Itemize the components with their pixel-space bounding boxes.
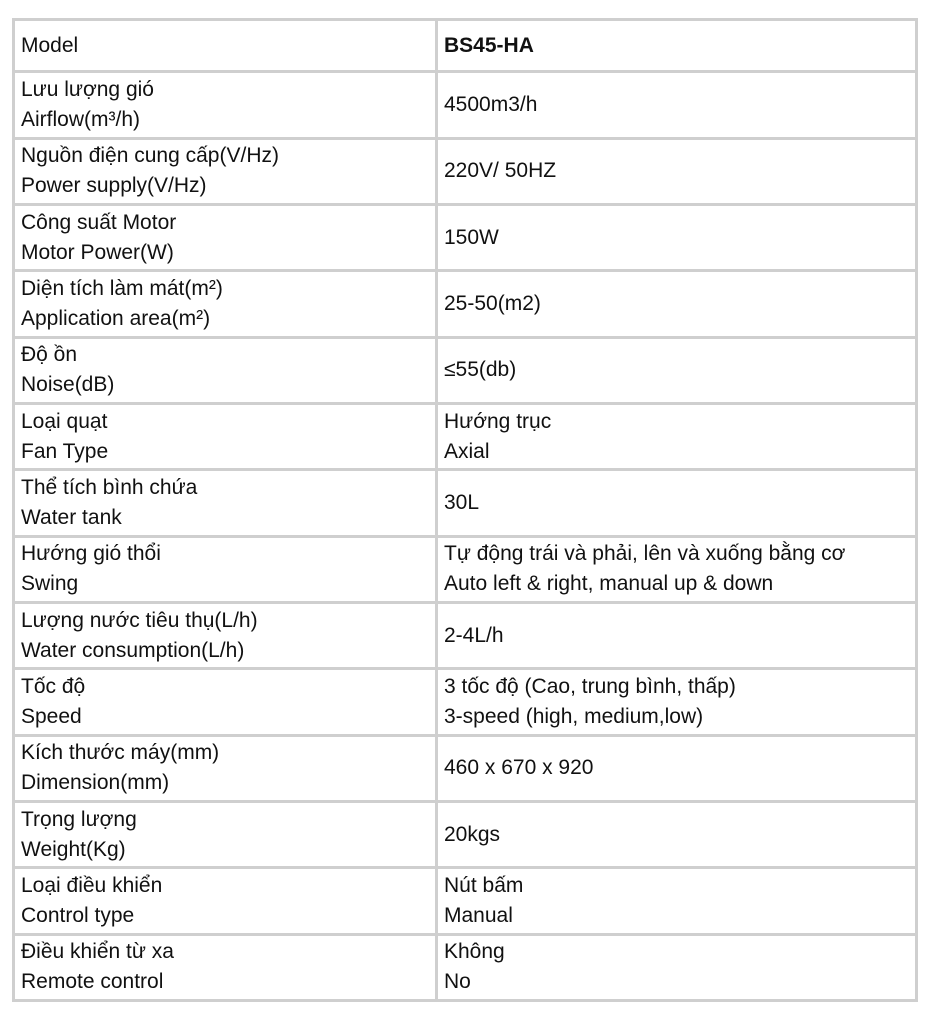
spec-label xyxy=(15,803,435,866)
label-vi: Tốc độ xyxy=(21,674,86,698)
value-line-1: 20kgs xyxy=(444,822,501,846)
label-en: Control type xyxy=(21,903,135,927)
value-line-2: Manual xyxy=(444,903,513,927)
spec-value xyxy=(438,471,915,534)
label-en: Motor Power(W) xyxy=(21,240,174,264)
label-vi: Lưu lượng gió xyxy=(21,77,154,101)
spec-label xyxy=(15,140,435,203)
model-row xyxy=(15,21,915,70)
spec-row-control-type xyxy=(15,869,915,932)
label-vi: Độ ồn xyxy=(21,343,78,367)
spec-value xyxy=(438,272,915,335)
spec-label xyxy=(15,538,435,601)
spec-label xyxy=(15,737,435,800)
value-line-1: 4500m3/h xyxy=(444,92,538,116)
label-en: Airflow(m³/h) xyxy=(21,107,140,131)
spec-value xyxy=(438,73,915,136)
label-en: Dimension(mm) xyxy=(21,771,170,795)
label-en: Water tank xyxy=(21,505,122,529)
spec-label xyxy=(15,206,435,269)
spec-label xyxy=(15,670,435,733)
value-line-1: 25-50(m2) xyxy=(444,291,541,315)
spec-row-dimension xyxy=(15,737,915,800)
spec-value xyxy=(438,206,915,269)
spec-value xyxy=(438,737,915,800)
value-line-1: Nút bấm xyxy=(444,873,524,897)
spec-value xyxy=(438,140,915,203)
spec-label xyxy=(15,405,435,468)
label-en: Power supply(V/Hz) xyxy=(21,174,207,198)
value-line-2: Auto left & right, manual up & down xyxy=(444,572,774,596)
value-line-1: ≤55(db) xyxy=(444,358,517,382)
spec-row-power-supply xyxy=(15,140,915,203)
spec-row-water-consumption xyxy=(15,604,915,667)
spec-label xyxy=(15,339,435,402)
label-vi: Loại quạt xyxy=(21,409,108,433)
label-vi: Nguồn điện cung cấp(V/Hz) xyxy=(21,144,279,168)
label-en: Swing xyxy=(21,572,79,596)
label-vi: Trọng lượng xyxy=(21,807,137,831)
label-vi: Kích thước máy(mm) xyxy=(21,741,220,765)
label-en: Application area(m²) xyxy=(21,306,211,330)
spec-label xyxy=(15,272,435,335)
label-en: Speed xyxy=(21,704,82,728)
value-line-1: Tự động trái và phải, lên và xuống bằng cơ xyxy=(444,542,846,566)
spec-row-speed xyxy=(15,670,915,733)
spec-row-water-tank xyxy=(15,471,915,534)
spec-label xyxy=(15,604,435,667)
label-vi: Thể tích bình chứa xyxy=(21,475,198,499)
value-line-2: No xyxy=(444,970,471,994)
value-line-1: 2-4L/h xyxy=(444,623,504,647)
spec-row-weight xyxy=(15,803,915,866)
spec-row-noise xyxy=(15,339,915,402)
label-en: Remote control xyxy=(21,970,164,994)
label-vi: Công suất Motor xyxy=(21,210,177,234)
value-line-1: 150W xyxy=(444,225,499,249)
spec-value xyxy=(438,339,915,402)
label-en: Noise(dB) xyxy=(21,373,115,397)
label-en: Water consumption(L/h) xyxy=(21,638,245,662)
model-value: BS45-HA xyxy=(438,21,915,70)
value-line-1: Hướng trục xyxy=(444,409,552,433)
spec-row-airflow xyxy=(15,73,915,136)
spec-value xyxy=(438,803,915,866)
spec-table xyxy=(12,18,918,1002)
label-vi: Lượng nước tiêu thụ(L/h) xyxy=(21,608,258,632)
spec-value xyxy=(438,670,915,733)
spec-label xyxy=(15,936,435,999)
spec-row-swing xyxy=(15,538,915,601)
value-line-2: 3-speed (high, medium,low) xyxy=(444,704,704,728)
spec-row-motor-power xyxy=(15,206,915,269)
label-en: Fan Type xyxy=(21,439,109,463)
spec-value xyxy=(438,604,915,667)
spec-table-body xyxy=(15,21,915,999)
label-vi: Hướng gió thổi xyxy=(21,542,161,566)
model-label: Model xyxy=(15,21,435,70)
value-line-1: 30L xyxy=(444,490,480,514)
label-vi: Loại điều khiển xyxy=(21,873,163,897)
spec-label xyxy=(15,869,435,932)
spec-row-fan-type xyxy=(15,405,915,468)
value-line-1: 220V/ 50HZ xyxy=(444,159,557,183)
spec-row-application-area xyxy=(15,272,915,335)
spec-value xyxy=(438,869,915,932)
spec-label xyxy=(15,471,435,534)
value-line-1: Không xyxy=(444,940,505,964)
value-line-2: Axial xyxy=(444,439,490,463)
spec-label xyxy=(15,73,435,136)
spec-value xyxy=(438,405,915,468)
label-vi: Diện tích làm mát(m²) xyxy=(21,276,223,300)
spec-value xyxy=(438,538,915,601)
label-en: Weight(Kg) xyxy=(21,837,126,861)
spec-row-remote-control xyxy=(15,936,915,999)
value-line-1: 460 x 670 x 920 xyxy=(444,756,594,780)
value-line-1: 3 tốc độ (Cao, trung bình, thấp) xyxy=(444,674,736,698)
spec-value xyxy=(438,936,915,999)
label-vi: Điều khiển từ xa xyxy=(21,940,174,964)
